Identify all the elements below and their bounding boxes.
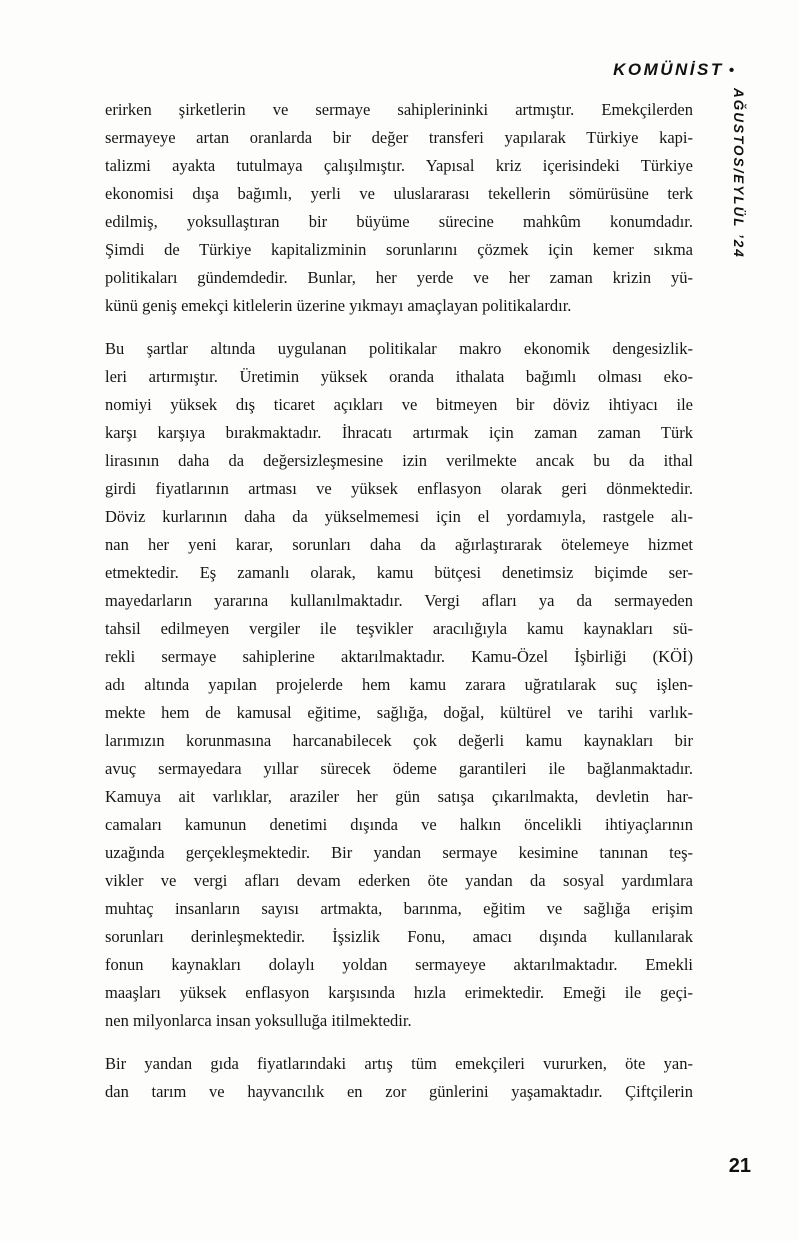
text-line: karşı karşıya bırakmaktadır. İhracatı artırmak için zaman zaman Türk (105, 423, 693, 442)
text-line: muhtaç insanların sayısı artmakta, barınma, eğitim ve sağlığa erişim (105, 899, 693, 918)
text-line: rekli sermaye sahiplerine aktarılmaktadır. Kamu-Özel İşbirliği (KÖİ) (105, 647, 693, 666)
text-line: vikler ve vergi afları devam ederken öte yandan da sosyal yardımlara (105, 871, 693, 890)
text-line: nan her yeni karar, sorunları daha da ağırlaştırarak ötelemeye hizmet (105, 535, 693, 554)
text-line: maaşları yüksek enflasyon karşısında hızla erimektedir. Emeği ile geçi- (105, 983, 693, 1002)
paragraph-3 (105, 1050, 693, 1106)
magazine-title: KOMÜNİST (613, 60, 724, 79)
issue-date: AĞUSTOS/EYLÜL ’24 (731, 88, 746, 259)
text-line: sermayeye artan oranlarda bir değer transferi yapılarak Türkiye kapi- (105, 128, 693, 147)
body-text (105, 96, 693, 1106)
text-line: Bu şartlar altında uygulanan politikalar makro ekonomik dengesizlik- (105, 339, 693, 358)
text-line: mayedarların yararına kullanılmaktadır. Vergi afları ya da sermayeden (105, 591, 693, 610)
text-line: Döviz kurlarının daha da yükselmemesi için el yordamıyla, rastgele alı- (105, 507, 693, 526)
text-line: larımızın korunmasına harcanabilecek çok değerli kamu kaynakları bir (105, 731, 693, 750)
text-line: tahsil edilmeyen vergiler ile teşvikler aracılığıyla kamu kaynakları sü- (105, 619, 693, 638)
paragraph-1 (105, 96, 693, 320)
text-line: Bir yandan gıda fiyatlarındaki artış tüm emekçileri vururken, öte yan- (105, 1054, 693, 1073)
text-line: Şimdi de Türkiye kapitalizminin sorunlarını çözmek için kemer sıkma (105, 240, 693, 259)
text-line: adı altında yapılan projelerde hem kamu zarara uğratılarak suç işlen- (105, 675, 693, 694)
text-line: dan tarım ve hayvancılık en zor günlerini yaşamaktadır. Çiftçilerin (105, 1082, 693, 1101)
text-line: ekonomisi dışa bağımlı, yerli ve uluslararası tekellerin sömürüsüne terk (105, 184, 693, 203)
text-line: erirken şirketlerin ve sermaye sahiplerininki artmıştır. Emekçilerden (105, 100, 693, 119)
text-line: uzağında gerçekleşmektedir. Bir yandan sermaye kesimine tanınan teş- (105, 843, 693, 862)
text-line: nen milyonlarca insan yoksulluğa itilmektedir. (105, 1011, 412, 1030)
text-line: girdi fiyatlarının artması ve yüksek enflasyon olarak geri dönmektedir. (105, 479, 693, 498)
text-line: lirasının daha da değersizleşmesine izin verilmekte ancak bu da ithal (105, 451, 693, 470)
paragraph-2 (105, 335, 693, 1035)
text-line: mekte hem de kamusal eğitime, sağlığa, doğal, kültürel ve tarihi varlık- (105, 703, 693, 722)
text-line: edilmiş, yoksullaştıran bir büyüme sürecine mahkûm konumdadır. (105, 212, 693, 231)
masthead-bullet-icon: • (728, 62, 734, 79)
text-line: Kamuya ait varlıklar, araziler her gün satışa çıkarılmakta, devletin har- (105, 787, 693, 806)
text-line: fonun kaynakları dolaylı yoldan sermayeye aktarılmaktadır. Emekli (105, 955, 693, 974)
text-line: avuç sermayedara yıllar sürecek ödeme garantileri ile bağlanmaktadır. (105, 759, 693, 778)
page-number: 21 (728, 1155, 751, 1177)
text-line: camaları kamunun denetimi dışında ve halkın öncelikli ihtiyaçlarının (105, 815, 693, 834)
text-line: etmektedir. Eş zamanlı olarak, kamu bütçesi denetimsiz biçimde ser- (105, 563, 693, 582)
masthead (613, 60, 734, 80)
text-line: sorunları derinleşmektedir. İşsizlik Fonu, amacı dışında kullanılarak (105, 927, 693, 946)
text-line: talizmi ayakta tutulmaya çalışılmıştır. Yapısal kriz içerisindeki Türkiye (105, 156, 693, 175)
text-line: nomiyi yüksek dış ticaret açıkları ve bitmeyen bir döviz ihtiyacı ile (105, 395, 693, 414)
text-line: künü geniş emekçi kitlelerin üzerine yıkmayı amaçlayan politikalardır. (105, 296, 572, 315)
text-line: politikaları gündemdedir. Bunlar, her yerde ve her zaman krizin yü- (105, 268, 693, 287)
text-line: leri artırmıştır. Üretimin yüksek oranda ithalata bağımlı olması eko- (105, 367, 693, 386)
